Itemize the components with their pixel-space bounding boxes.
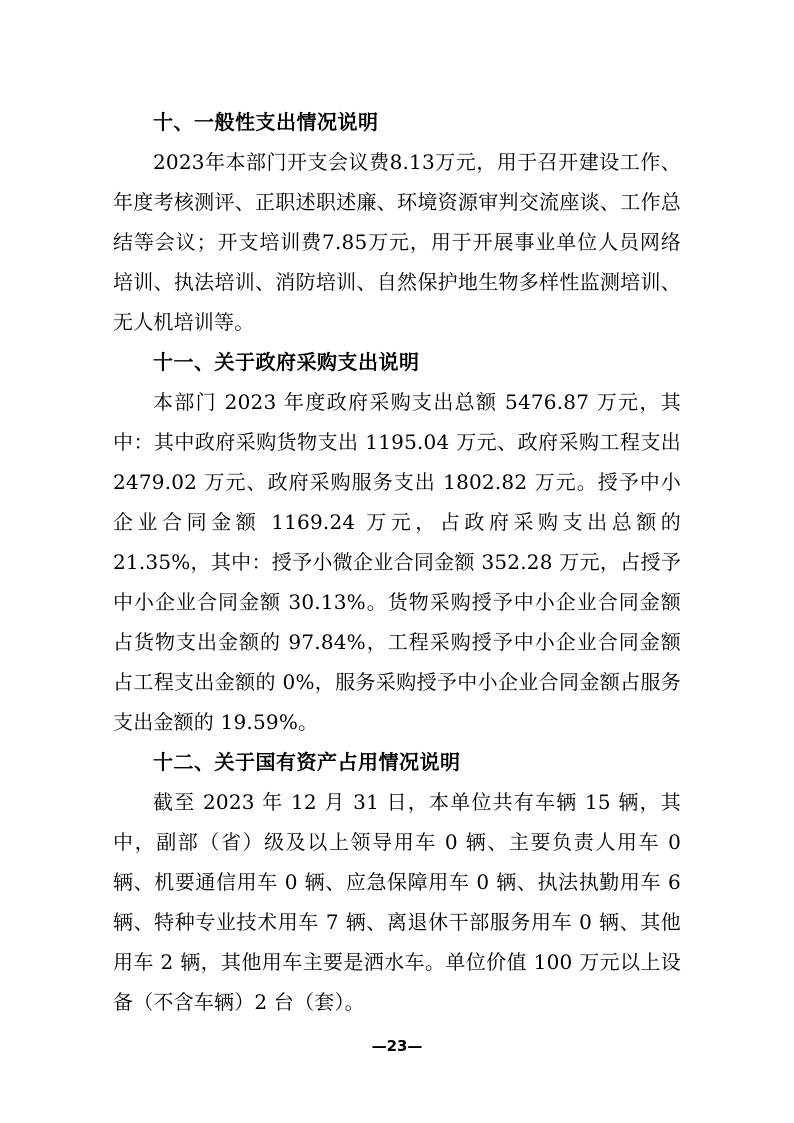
section-state-assets	[113, 742, 681, 1022]
section-paragraph: 截至 2023 年 12 月 31 日，本单位共有车辆 15 辆，其中，副部（省）级及以上领导用车 0 辆、主要负责人用车 0 辆、机要通信用车 0 辆、应急保障用车 0 辆、执法执勤用车 6 辆、特种专业技术用车 7 辆、离退休干部服务用车 0 辆、其他用车 2 辆，其他用车主要是洒水车。单位价值 100 万元以上设备（不含车辆）2 台（套）。	[113, 790, 681, 1014]
section-paragraph: 2023年本部门开支会议费8.13万元，用于召开建设工作、年度考核测评、正职述职述廉、环境资源审判交流座谈、工作总结等会议；开支培训费7.85万元，用于开展事业单位人员网络培训、执法培训、消防培训、自然保护地生物多样性监测培训、无人机培训等。	[113, 150, 681, 334]
section-heading: 十、一般性支出情况说明	[153, 110, 379, 134]
section-heading: 十一、关于政府采购支出说明	[153, 350, 420, 374]
section-general-expenditure	[113, 102, 681, 342]
section-government-procurement	[113, 342, 681, 742]
page-number: —23—	[371, 1037, 423, 1055]
section-paragraph: 本部门 2023 年度政府采购支出总额 5476.87 万元，其中：其中政府采购货物支出 1195.04 万元、政府采购工程支出 2479.02 万元、政府采购服务支出 1802.82 万元。授予中小企业合同金额 1169.24 万元，占政府采购支出总额的 21.35%，其中：授予小微企业合同金额 352.28 万元，占授予中小企业合同金额 30.13%。货物采购授予中小企业合同金额占货物支出金额的 97.84%，工程采购授予中小企业合同金额占工程支出金额的 0%，服务采购授予中小企业合同金额占服务支出金额的 19.59%。	[113, 390, 681, 734]
page-content	[113, 102, 681, 1022]
section-heading: 十二、关于国有资产占用情况说明	[153, 750, 461, 774]
